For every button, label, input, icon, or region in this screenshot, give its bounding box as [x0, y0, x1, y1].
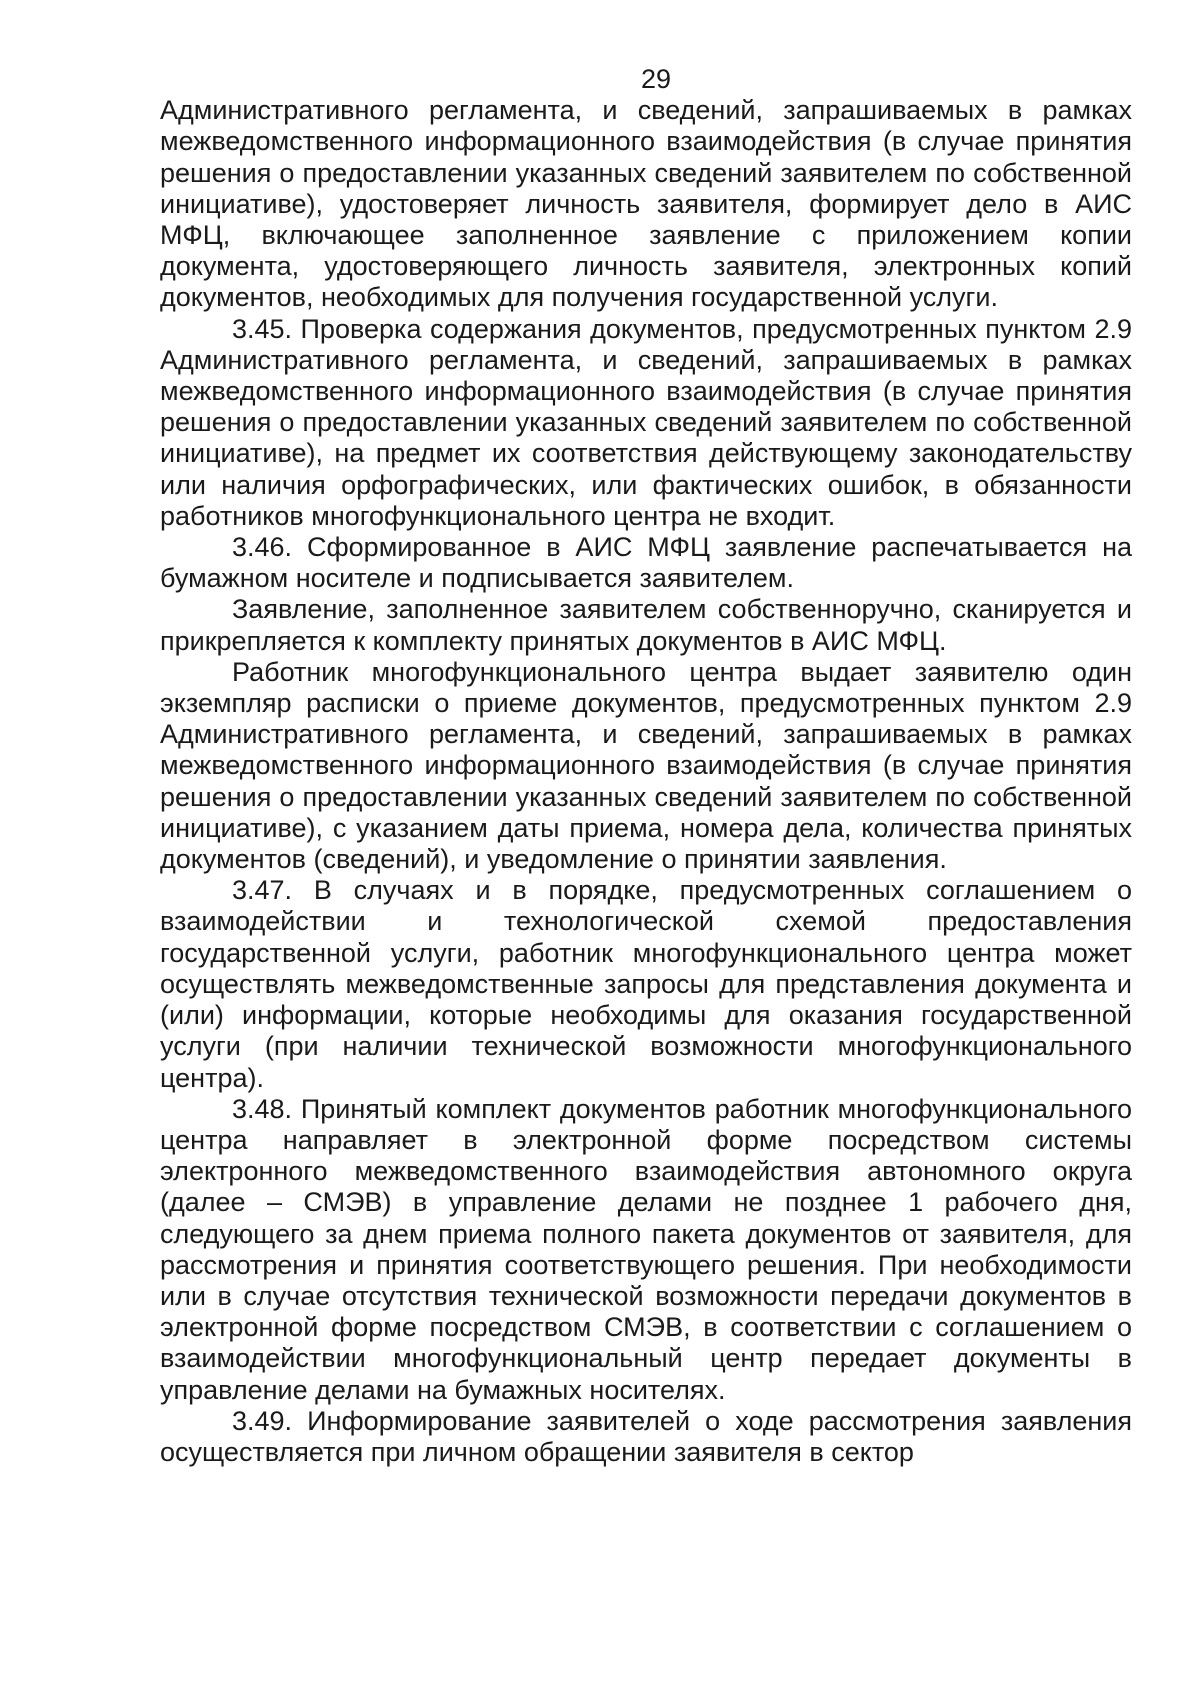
- paragraph-3-47: 3.47. В случаях и в порядке, предусмотренных соглашением о взаимодействии и технологической схемой предоставления государственной услуги, работник многофункционального центра может осуществлять межведомственные запросы для представления документа и (или) информации, которые необходимы для оказания государственной услуги (при наличии технической возможности многофункционального центра).: [160, 875, 1132, 1093]
- paragraph-3-49: 3.49. Информирование заявителей о ходе рассмотрения заявления осуществляется при личном обращении заявителя в сектор: [160, 1405, 1132, 1467]
- document-body: [160, 95, 1132, 1468]
- paragraph: Административного регламента, и сведений, запрашиваемых в рамках межведомственного информационного взаимодействия (в случае принятия решения о предоставлении указанных сведений заявителем по собственной инициативе), удостоверяет личность заявителя, формирует дело в АИС МФЦ, включающее заполненное заявление с приложением копии документа, удостоверяющего личность заявителя, электронных копий документов, необходимых для получения государственной услуги.: [160, 95, 1132, 313]
- paragraph: Работник многофункционального центра выдает заявителю один экземпляр расписки о приеме документов, предусмотренных пунктом 2.9 Административного регламента, и сведений, запрашиваемых в рамках межведомственного информационного взаимодействия (в случае принятия решения о предоставлении указанных сведений заявителем по собственной инициативе), с указанием даты приема, номера дела, количества принятых документов (сведений), и уведомление о принятии заявления.: [160, 656, 1132, 875]
- paragraph-3-46: 3.46. Сформированное в АИС МФЦ заявление распечатывается на бумажном носителе и подписывается заявителем.: [160, 532, 1132, 594]
- paragraph: Заявление, заполненное заявителем собственноручно, сканируется и прикрепляется к комплекту принятых документов в АИС МФЦ.: [160, 594, 1132, 656]
- document-page: [160, 64, 1132, 1468]
- paragraph-3-45: 3.45. Проверка содержания документов, предусмотренных пунктом 2.9 Административного регламента, и сведений, запрашиваемых в рамках межведомственного информационного взаимодействия (в случае принятия решения о предоставлении указанных сведений заявителем по собственной инициативе), на предмет их соответствия действующему законодательству или наличия орфографических, или фактических ошибок, в обязанности работников многофункционального центра не входит.: [160, 313, 1132, 531]
- page-number: 29: [640, 64, 672, 94]
- paragraph-3-48: 3.48. Принятый комплект документов работник многофункционального центра направляет в электронной форме посредством системы электронного межведомственного взаимодействия автономного округа (далее – СМЭВ) в управление делами не позднее 1 рабочего дня, следующего за днем приема полного пакета документов от заявителя, для рассмотрения и принятия соответствующего решения. При необходимости или в случае отсутствия технической возможности передачи документов в электронной форме посредством СМЭВ, в соответствии с соглашением о взаимодействии многофункциональный центр передает документы в управление делами на бумажных носителях.: [160, 1093, 1132, 1405]
